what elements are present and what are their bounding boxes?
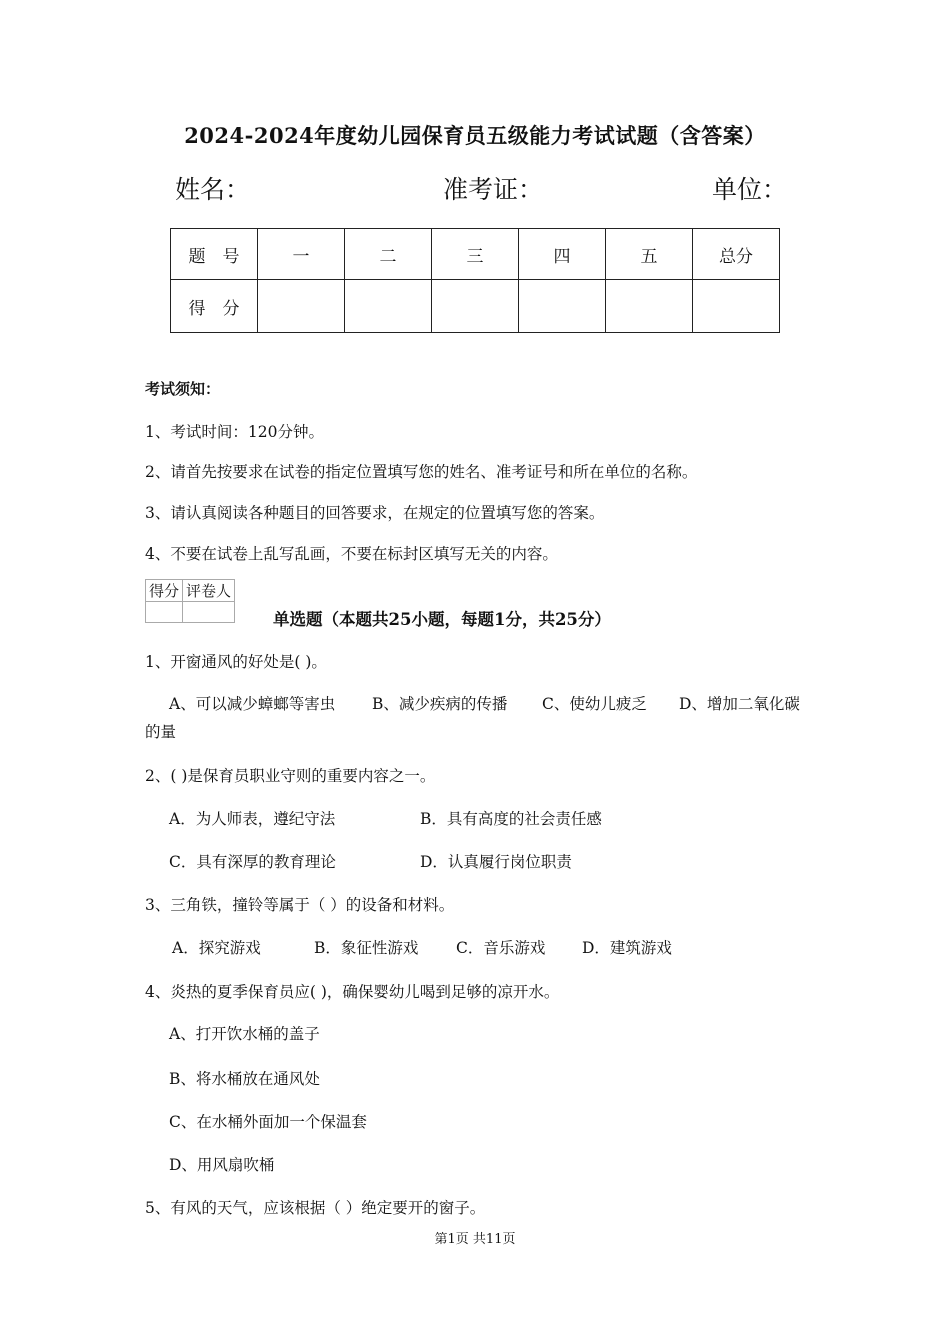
score-table bbox=[170, 228, 780, 333]
question-option[interactable]: D．认真履行岗位职责 bbox=[420, 853, 572, 871]
header-cell-total: 总分 bbox=[693, 229, 780, 280]
score-row-label: 得 分 bbox=[171, 280, 258, 333]
header-cell-2: 二 bbox=[345, 229, 432, 280]
question-stem: 5、有风的天气，应该根据（ ）绝定要开的窗子。 bbox=[145, 1199, 486, 1217]
exam-id-field-label: 准考证： bbox=[443, 175, 544, 204]
question-option[interactable]: C、使幼儿疲乏 bbox=[542, 695, 647, 713]
question-option[interactable]: C、在水桶外面加一个保温套 bbox=[169, 1113, 367, 1131]
question-option[interactable]: D、增加二氧化碳 bbox=[679, 695, 800, 713]
score-table-header-row bbox=[171, 229, 780, 280]
question-stem: 2、( )是保育员职业守则的重要内容之一。 bbox=[145, 767, 436, 785]
page-footer: 第1页 共11页 bbox=[434, 1232, 516, 1247]
question-option[interactable]: A、可以减少蟑螂等害虫 bbox=[169, 695, 336, 713]
score-cell-4[interactable] bbox=[519, 280, 606, 333]
header-cell-1: 一 bbox=[258, 229, 345, 280]
grader-reviewer-cell[interactable] bbox=[183, 602, 235, 623]
question-option[interactable]: C．具有深厚的教育理论 bbox=[169, 853, 336, 871]
question-option[interactable]: B．具有高度的社会责任感 bbox=[420, 810, 602, 828]
question-option[interactable]: A．探究游戏 bbox=[172, 939, 261, 957]
question-option[interactable]: A、打开饮水桶的盖子 bbox=[169, 1025, 320, 1043]
question-option[interactable]: B、将水桶放在通风处 bbox=[169, 1070, 320, 1088]
question-option[interactable]: A．为人师表，遵纪守法 bbox=[169, 810, 336, 828]
grader-reviewer-label: 评卷人 bbox=[183, 580, 235, 602]
score-cell-total[interactable] bbox=[693, 280, 780, 333]
header-cell-4: 四 bbox=[519, 229, 606, 280]
question-stem: 1、开窗通风的好处是( )。 bbox=[145, 653, 327, 671]
unit-field-label: 单位： bbox=[712, 175, 788, 204]
question-option[interactable]: D．建筑游戏 bbox=[582, 939, 672, 957]
question-option-continuation: 的量 bbox=[145, 723, 177, 741]
notice-item: 2、请首先按要求在试卷的指定位置填写您的姓名、准考证号和所在单位的名称。 bbox=[145, 463, 698, 481]
grader-score-cell[interactable] bbox=[146, 602, 183, 623]
question-stem: 3、三角铁，撞铃等属于（ ）的设备和材料。 bbox=[145, 896, 455, 914]
section-heading: 单选题（本题共25小题，每题1分，共25分） bbox=[273, 610, 611, 629]
question-option[interactable]: D、用风扇吹桶 bbox=[169, 1156, 275, 1174]
notice-item: 1、考试时间：120分钟。 bbox=[145, 423, 324, 441]
question-option[interactable]: B．象征性游戏 bbox=[314, 939, 419, 957]
score-cell-3[interactable] bbox=[432, 280, 519, 333]
notice-item: 3、请认真阅读各种题目的回答要求，在规定的位置填写您的答案。 bbox=[145, 504, 605, 522]
score-cell-1[interactable] bbox=[258, 280, 345, 333]
header-cell-label: 题 号 bbox=[171, 229, 258, 280]
score-table-score-row bbox=[171, 280, 780, 333]
name-field-label: 姓名： bbox=[175, 175, 251, 204]
grader-score-label: 得分 bbox=[146, 580, 183, 602]
score-cell-5[interactable] bbox=[606, 280, 693, 333]
notice-item: 4、不要在试卷上乱写乱画，不要在标封区填写无关的内容。 bbox=[145, 545, 558, 563]
question-option[interactable]: C．音乐游戏 bbox=[456, 939, 546, 957]
page-title: 2024-2024年度幼儿园保育员五级能力考试试题（含答案） bbox=[184, 123, 766, 148]
question-option[interactable]: B、减少疾病的传播 bbox=[372, 695, 508, 713]
header-cell-5: 五 bbox=[606, 229, 693, 280]
header-cell-3: 三 bbox=[432, 229, 519, 280]
question-stem: 4、炎热的夏季保育员应( )，确保婴幼儿喝到足够的凉开水。 bbox=[145, 983, 560, 1001]
grader-table bbox=[145, 579, 235, 623]
notice-heading: 考试须知： bbox=[145, 380, 221, 398]
score-cell-2[interactable] bbox=[345, 280, 432, 333]
